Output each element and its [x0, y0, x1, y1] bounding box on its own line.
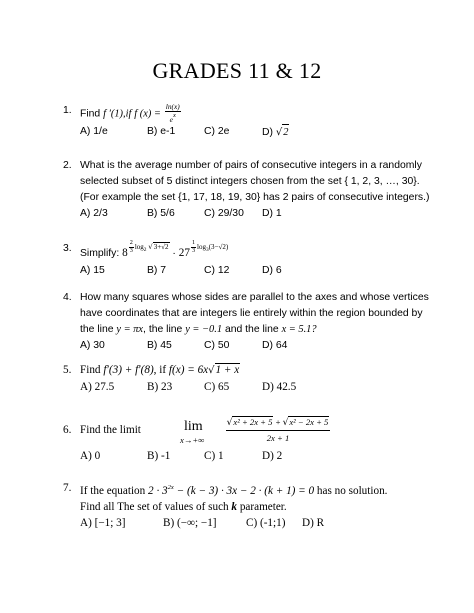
question-number: 2.	[63, 160, 72, 171]
option-d: D) 1	[262, 208, 282, 219]
question-1	[63, 103, 455, 141]
question-2-line: selected subset of 5 distinct integers chosen from the set { 1, 2, 3, …, 30}.	[80, 176, 420, 187]
option-b: B) 7	[147, 265, 167, 276]
question-6-prompt: Find the limit	[80, 424, 141, 436]
question-number: 3.	[63, 243, 72, 254]
option-c: C) 29/30	[204, 208, 244, 219]
answer-options	[80, 124, 455, 141]
option-d: D) 6	[262, 265, 282, 276]
question-4-line: have coordinates that are integers lie entirely within the region bounded by	[80, 308, 423, 319]
option-d: D) 42.5	[262, 381, 297, 393]
option-b: B) 45	[147, 340, 172, 351]
option-a: A) 0	[80, 450, 101, 462]
question-2-line: (For example the set {1, 17, 18, 19, 30} has 2 pairs of consecutive integers.)	[80, 192, 430, 203]
option-a: A) 1/e	[80, 126, 108, 137]
question-7-line: Find all The set of values of such k parameter.	[80, 501, 287, 513]
question-number: 5.	[63, 364, 72, 376]
answer-options	[80, 379, 455, 395]
question-number: 4.	[63, 292, 72, 303]
question-7-line: If the equation $2 \cdot 3^{2x} - (k - 3) \cdot 3x - 2 \cdot (k + 1) = 0$ has no solution.	[80, 484, 388, 497]
option-a: A) [−1; 3]	[80, 517, 126, 529]
option-c: C) (-1;1)	[246, 517, 286, 529]
question-3-prompt: Simplify: 8 $\frac{2}{3}$ $\log_2 √3+√2 \cdot 27$ $\frac{1}{3}$ $\log_3(3-√2)$	[80, 239, 229, 259]
option-b: B) (−∞; −1]	[163, 517, 217, 529]
answer-options	[80, 263, 455, 279]
question-5-prompt: Find f′(3) + f′(8), if f(x) = 6x√1 + x	[80, 364, 240, 376]
option-b: B) e-1	[147, 126, 176, 137]
option-a: A) 2/3	[80, 208, 108, 219]
answer-options	[80, 206, 455, 222]
option-a: A) 15	[80, 265, 105, 276]
option-d: D) 64	[262, 340, 288, 351]
option-a: A) 30	[80, 340, 105, 351]
option-a: A) 27.5	[80, 381, 115, 393]
question-2	[63, 158, 455, 222]
page-title: GRADES 11 & 12	[152, 58, 322, 83]
question-5	[63, 362, 455, 395]
question-7	[63, 480, 455, 531]
option-c: C) 65	[204, 381, 230, 393]
option-c: C) 1	[204, 450, 224, 462]
limit-fraction: √x² + 2x + 5 + √x² − 2x + 5 2x + 1	[226, 417, 329, 443]
question-number: 1.	[63, 105, 72, 116]
question-3	[63, 236, 455, 279]
question-number: 6.	[63, 424, 72, 436]
option-d: D) √2	[262, 124, 289, 141]
answer-options	[80, 338, 455, 354]
option-c: C) 50	[204, 340, 230, 351]
limit-expression: lim x→+∞ √x² + 2x + 5 + √x² − 2x + 5 2x + 1	[180, 417, 329, 445]
answer-options	[80, 515, 455, 531]
option-b: B) 5/6	[147, 208, 175, 219]
question-number: 7.	[63, 482, 72, 494]
fraction: $\frac{\ln(x)}{ex}$	[165, 102, 180, 124]
question-4-line: the line y = πx, the line y = −0.1 and the line x = 5.1?	[80, 324, 317, 335]
option-b: B) -1	[147, 450, 171, 462]
option-d: D) R	[302, 517, 325, 529]
option-b: B) 23	[147, 381, 173, 393]
option-d: D) 2	[262, 450, 283, 462]
question-2-line: What is the average number of pairs of consecutive integers in a randomly	[80, 160, 422, 171]
question-4-line: How many squares whose sides are parallel to the axes and whose vertices	[80, 292, 429, 303]
question-1-prompt: Find f ′(1),if f (x) = $\frac{\ln(x)}{ex}$	[80, 102, 180, 124]
option-c: C) 2e	[204, 126, 230, 137]
option-c: C) 12	[204, 265, 230, 276]
question-4	[63, 290, 455, 354]
